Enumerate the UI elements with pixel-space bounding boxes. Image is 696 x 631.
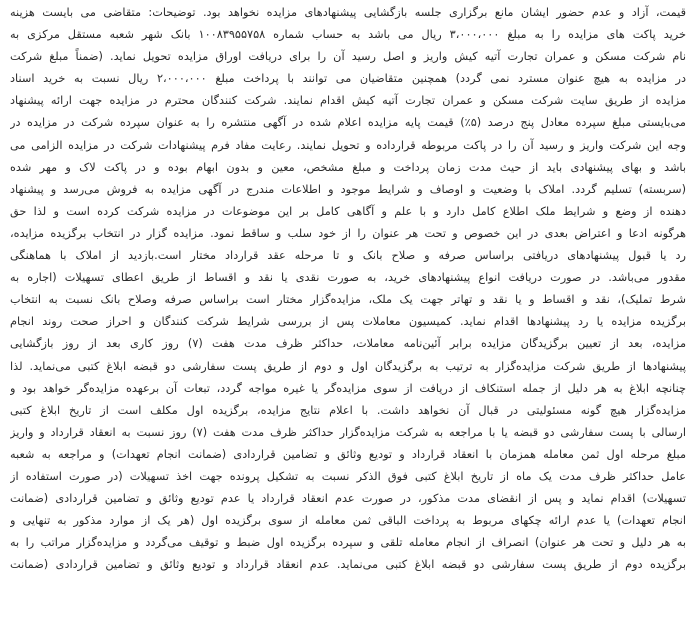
document-line: باشد و بهای پیشنهادی باید از حیث مدت زمان پرداخت و مبلغ مشخص، معین و بدون ابهام بوده و در پاکت لاک و مهر شده (10, 160, 686, 174)
document-line: در مزایده به هیچ عنوان مسترد نمی گردد) همچنین متقاضیان می توانند با پرداخت مبلغ ۲،۰۰۰،۰۰۰ ریال نسبت به خرید اسناد (10, 72, 686, 86)
document-line: چنانچه ابلاغ به هر دلیل از جمله استنکاف از دریافت از سوی مزایده‌گر یا غیره مواجه گردد، تبعات آن برعهده مزایده‌گر خواهد بود و (10, 381, 686, 395)
document-line: (سربسته) تسلیم گردد. املاک با وضعیت و اوصاف و شرایط موجود و اطلاعات مندرج در آگهی مزایده به فروش می‌رسد و پیشنهاد (10, 182, 686, 196)
document-line: مبلغ مرحله اول ثمن معامله همزمان با انعقاد قرارداد و تودیع وثائق و تضامین قراردادی (ضمانت انجام تعهدات) و مراجعه به شعبه (10, 447, 686, 461)
document-line: مقدور می‌باشد. در صورت دریافت انواع پیشنهادهای خرید، به صورت نقدی یا نقد و اقساط از طریق اعطای تسهیلات (اجاره به (10, 271, 686, 285)
document-line: عامل حداکثر ظرف مدت یک ماه از تاریخ ابلاغ کتبی فوق الذکر نسبت به تشکیل پرونده جهت اخذ تسهیلات (در صورت استفاده از (10, 469, 686, 483)
document-line: قیمت، آزاد و عدم حضور ایشان مانع برگزاری جلسه بازگشایی پیشنهادهای مزایده نخواهد بود. توضیحات: متقاضی می بایست هزینه (10, 6, 686, 19)
document-line: برگزیده دوم از طریق پست سفارشی دو قبضه ابلاغ کتبی می‌نماید. عدم انعقاد قرارداد و تودیع وثائق و تضامین قراردادی (ضمانت (10, 558, 686, 572)
document-line: مزایده، بعد از تعیین برگزیدگان مزایده برابر آئین‌نامه معاملات، حداکثر ظرف مدت هفت (۷) روز کاری بعد از روز بازگشایی (10, 337, 686, 351)
document-line: دهنده از وضع و شرایط ملک اطلاع کامل دارد و با علم و آگاهی کامل بر این موضوعات در مزایده شرکت کرده است و لذا حق (10, 204, 686, 218)
document-line: برگزیده مزایده یا رد پیشنهادها اقدام نماید. کمیسیون معاملات پس از بررسی شرایط شرکت کنندگان و احراز صحت روند انجام (10, 315, 686, 329)
document-line: به هر دلیل و تحت هر عنوان) انصراف از انجام معامله تلقی و سپرده برگزیده اول ضبط و توقیف می‌گردد و مزایده‌گزار مراتب را به (10, 536, 686, 550)
document-line: مزایده‌گزار هیچ گونه مسئولیتی در قبال آن نخواهد داشت. با اعلام نتایج مزایده، برگزیده اول مکلف است از تاریخ ابلاغ کتبی (10, 403, 686, 417)
document-line: مزایده از طریق سایت شرکت مسکن و عمران تجارت آتیه کیش اقدام نمایند. شرکت کنندگان محترم در مزایده جهت ارائه پیشنهاد (10, 94, 686, 108)
document-line: وجه این شرکت واریز و رسید آن را در پاکت مربوطه قرارداده و تحویل نمایند. رعایت مفاد فرم پیشنهادات شرکت در مزایده الزامی می (10, 138, 686, 152)
document-line: نام شرکت مسکن و عمران تجارت آتیه کیش واریز و اصل رسید آن را برای دریافت اوراق مزایده تحویل نماید. (ضمناً مبلغ شرکت (10, 50, 686, 64)
document-line: شرط تملیک)، نقد و اقساط و یا نقد و تهاتر جهت یک ملک، مزایده‌گزار مختار است براساس صرفه وصلاح بانک نسبت به انتخاب (10, 293, 686, 307)
document-line: می‌بایستی مبلغ سپرده معادل پنج درصد (۵٪) قیمت پایه مزایده اعلام شده در آگهی منتشره را به عنوان سپرده شرکت در مزایده در (10, 116, 686, 130)
document-line: انجام تعهدات) یا عدم ارائه چکهای مربوط به پرداخت الباقی ثمن معامله از سوی برگزیده اول (هر یک از موارد مذکور به تنهایی و (10, 514, 686, 528)
document-line: ارسالی با پست سفارشی دو قبضه یا با مراجعه به شرکت مزایده‌گزار حداکثر ظرف مدت هفت (۷) روز نسبت به انعقاد قرارداد و واریز (10, 425, 686, 439)
document-line: پیشنهادها از طریق شرکت مزایده‌گزار به ترتیب به برگزیدگان اول و دوم از طریق پست سفارشی دو قبضه ابلاغ کتبی می‌نماید. لذا (10, 359, 686, 373)
document-line: تسهیلات) اقدام نماید و پس از انقضای مدت مذکور، در صورت عدم انعقاد قرارداد یا عدم تودیع وثائق و تضامین قراردادی (ضمانت (10, 492, 686, 506)
document-line: هرگونه ادعا و اعتراض بعدی در این خصوص و تحت هر عنوان را از خود سلب و ساقط نمود. مزایده گزار در انتخاب برگزیده مزایده، (10, 226, 686, 240)
document-line: خرید پاکت های مزایده را به مبلغ ۳،۰۰۰،۰۰۰ ریال می باشد به حساب شماره ۱۰۰۸۳۹۵۵۷۵۸ بانک شهر شعبه مستقل مرکزی به (10, 28, 686, 42)
document-line: رد یا قبول پیشنهادهای دریافتی براساس صرفه و صلاح بانک و تا مرحله عقد قرارداد مختار است.بازدید از املاک با هماهنگی (10, 249, 686, 263)
